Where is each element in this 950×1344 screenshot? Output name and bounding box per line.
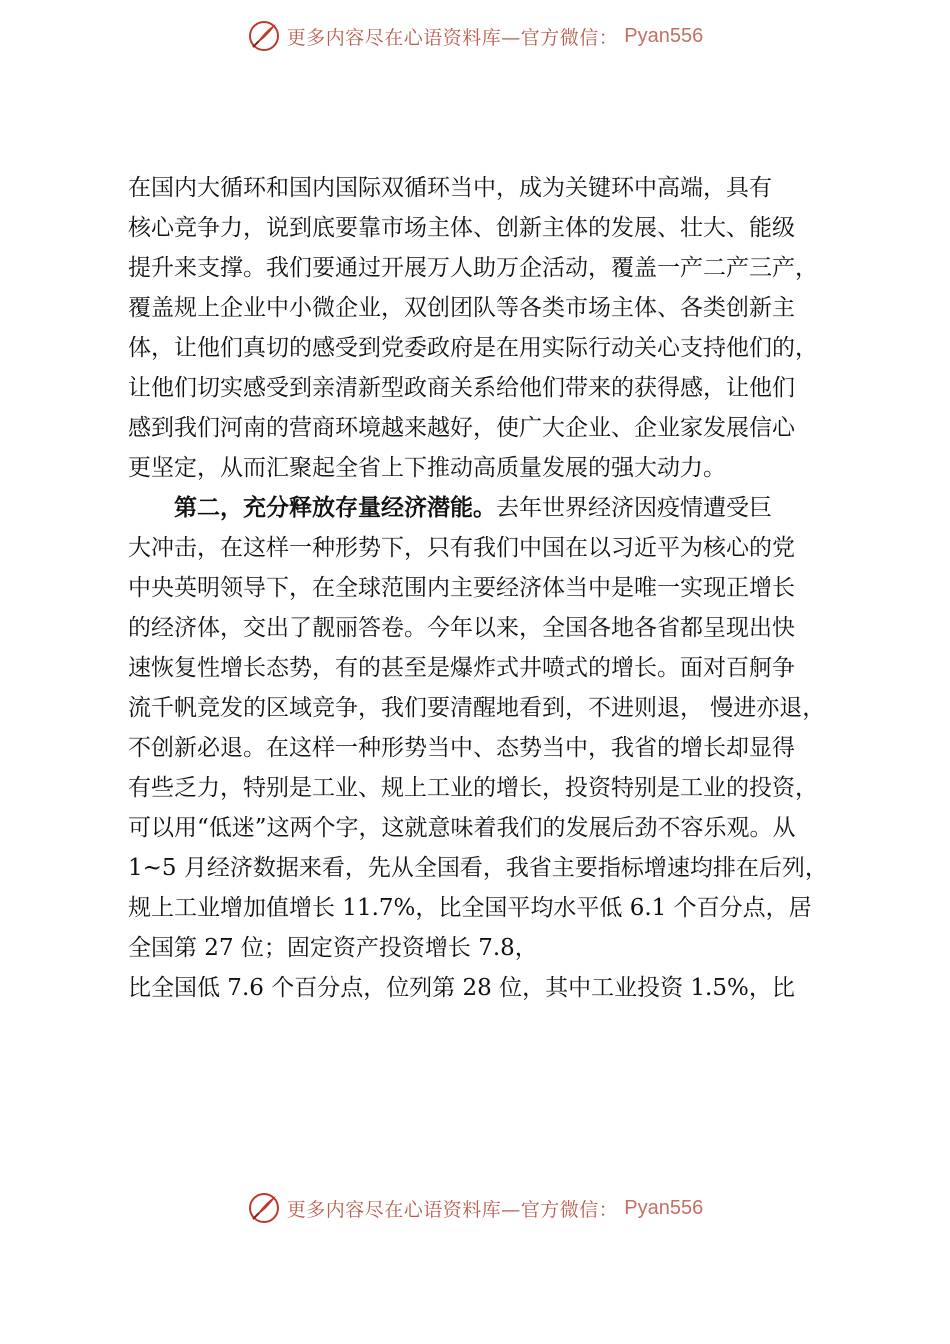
text-line: 核心竞争力，说到底要靠市场主体、创新主体的发展、壮大、能级 [128, 215, 795, 241]
feather-pen-logo-icon [247, 19, 281, 53]
watermark-text: 更多内容尽在心语资料库—官方微信： [286, 1198, 619, 1221]
text-line: 比全国低 7.6 个百分点，位列第 28 位，其中工业投资 1.5%，比 [128, 975, 795, 1001]
text-line: 流千帆竞发的区域竞争，我们要清醒地看到，不进则退， 慢进亦退， [128, 695, 826, 721]
footer-watermark [0, 1188, 950, 1228]
watermark-text: 更多内容尽在心语资料库—官方微信： [286, 26, 619, 49]
text-line: 不创新必退。在这样一种形势当中、态势当中，我省的增长却显得 [128, 735, 795, 761]
paragraph-2 [128, 488, 858, 1008]
text-line: 中央英明领导下，在全球范围内主要经济体当中是唯一实现正增长 [128, 575, 795, 601]
paragraph-1 [128, 168, 858, 488]
text-line: 规上工业增加值增长 11.7%，比全国平均水平低 6.1 个百分点，居 [128, 895, 812, 921]
header-watermark [0, 16, 950, 56]
text-line: 速恢复性增长态势，有的甚至是爆炸式井喷式的增长。面对百舸争 [128, 655, 795, 681]
text-line: 有些乏力，特别是工业、规上工业的增长，投资特别是工业的投资， [128, 775, 818, 801]
text-line: 覆盖规上企业中小微企业，双创团队等各类市场主体、各类创新主 [128, 295, 795, 321]
text-line: 让他们切实感受到亲清新型政商关系给他们带来的获得感，让他们 [128, 375, 795, 401]
watermark-wechat-id: Pyan556 [624, 24, 704, 47]
text-line: 的经济体，交出了靓丽答卷。今年以来，全国各地各省都呈现出快 [128, 615, 795, 641]
text-line: 感到我们河南的营商环境越来越好，使广大企业、企业家发展信心 [128, 415, 795, 441]
document-body [128, 168, 858, 1008]
section-heading: 第二，充分释放存量经济潜能。 [174, 495, 496, 521]
text-line: 更坚定，从而汇聚起全省上下推动高质量发展的强大动力。 [128, 455, 726, 481]
text-line: 1~5 月经济数据来看，先从全国看，我省主要指标增速均排在后列， [128, 855, 828, 881]
text-line: 大冲击，在这样一种形势下，只有我们中国在以习近平为核心的党 [128, 535, 795, 561]
text-line: 在国内大循环和国内国际双循环当中，成为关键环中高端，具有 [128, 175, 772, 201]
text-line: 体，让他们真切的感受到党委政府是在用实际行动关心支持他们的， [128, 335, 818, 361]
text-run: 去年世界经济因疫情遭受巨 [496, 495, 772, 521]
watermark-wechat-id: Pyan556 [624, 1196, 704, 1219]
paragraph-2-first-line [128, 488, 858, 528]
text-line: 提升来支撑。我们要通过开展万人助万企活动，覆盖一产二产三产， [128, 255, 818, 281]
text-line: 可以用“低迷”这两个字，这就意味着我们的发展后劲不容乐观。从 [128, 815, 796, 841]
text-line: 全国第 27 位；固定资产投资增长 7.8， [128, 935, 538, 961]
feather-pen-logo-icon [247, 1191, 281, 1225]
